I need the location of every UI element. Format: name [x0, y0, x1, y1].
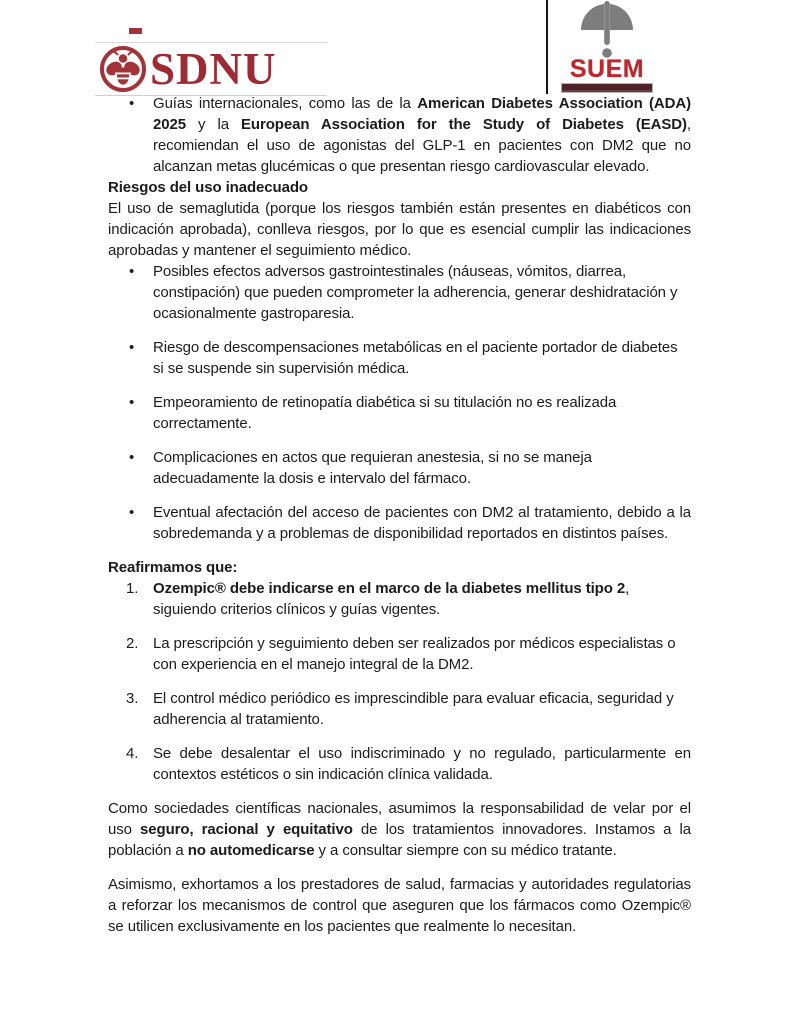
numbered-item-indicacion: Ozempic® debe indicarse en el marco de la diabetes mellitus tipo 2, siguiendo criterios clínicos y guías vigentes.: [153, 580, 630, 618]
bullet-item-guias-internacionales: • Guías internacionales, como las de la American Diabetes Association (ADA) 2025 y la European Association for the Study of Diabetes (EASD), recomiendan el uso de agonistas del GLP-1 en pacientes con DM2 que no alcanzan metas glucémicas o que presentan riesgo cardiovascular elevado.: [108, 93, 691, 177]
bullet-item-descompensaciones: • Riesgo de descompensaciones metabólicas en el paciente portador de diabetes si se suspende sin supervisión médica.: [108, 337, 691, 379]
bullet-item-anestesia: • Complicaciones en actos que requieran anestesia, si no se maneja adecuadamente la dosis e intervalo del fármaco.: [108, 447, 691, 489]
reaffirm-numbered-list: [108, 578, 691, 785]
bullet-item-efectos-adversos: • Posibles efectos adversos gastrointestinales (náuseas, vómitos, diarrea, constipación) que pueden comprometer la adherencia, generar deshidratación y ocasionalmente gastroparesia.: [108, 261, 691, 324]
numbered-item-desalentar-uso: Se debe desalentar el uso indiscriminado y no regulado, particularmente en contextos estéticos o sin indicación clínica validada.: [153, 745, 691, 783]
paragraph-riesgos-intro: El uso de semaglutida (porque los riesgos también están presentes en diabéticos con indicación aprobada), conlleva riesgos, por lo que es esencial cumplir las indicaciones aprobadas y mantener el seguimiento médico.: [108, 200, 691, 259]
risk-bullet-list: [108, 261, 691, 544]
numbered-item-prescripcion: La prescripción y seguimiento deben ser realizados por médicos especialistas o con experiencia en el manejo integral de la DM2.: [153, 635, 676, 673]
sdnu-wordmark: SDNU: [150, 44, 277, 94]
paragraph-closing-sociedades: Como sociedades científicas nacionales, asumimos la responsabilidad de velar por el uso seguro, racional y equitativo de los tratamientos innovadores. Instamos a la población a no automedicarse y a consultar siempre con su médico tratante.: [108, 800, 691, 859]
section-heading-reafirmamos: Reafirmamos que:: [108, 559, 238, 576]
section-heading-riesgos: Riesgos del uso inadecuado: [108, 179, 308, 196]
paragraph-closing-exhorto: Asimismo, exhortamos a los prestadores de salud, farmacias y autoridades regulatorias a reforzar los mecanismos de control que aseguren que los fármacos como Ozempic® se utilicen exclusivamente en los pacientes que realmente lo necesitan.: [108, 876, 691, 935]
intro-bullet-list: [108, 93, 691, 177]
bullet-item-acceso: • Eventual afectación del acceso de pacientes con DM2 al tratamiento, debido a la sobredemanda y a problemas de disponibilidad reportados en distintos países.: [108, 502, 691, 544]
bullet-item-retinopatia: • Empeoramiento de retinopatía diabética si su titulación no es realizada correctamente.: [108, 392, 691, 434]
numbered-item-control-medico: El control médico periódico es imprescindible para evaluar eficacia, seguridad y adherencia al tratamiento.: [153, 690, 674, 728]
suem-wordmark: SUEM: [569, 55, 645, 83]
